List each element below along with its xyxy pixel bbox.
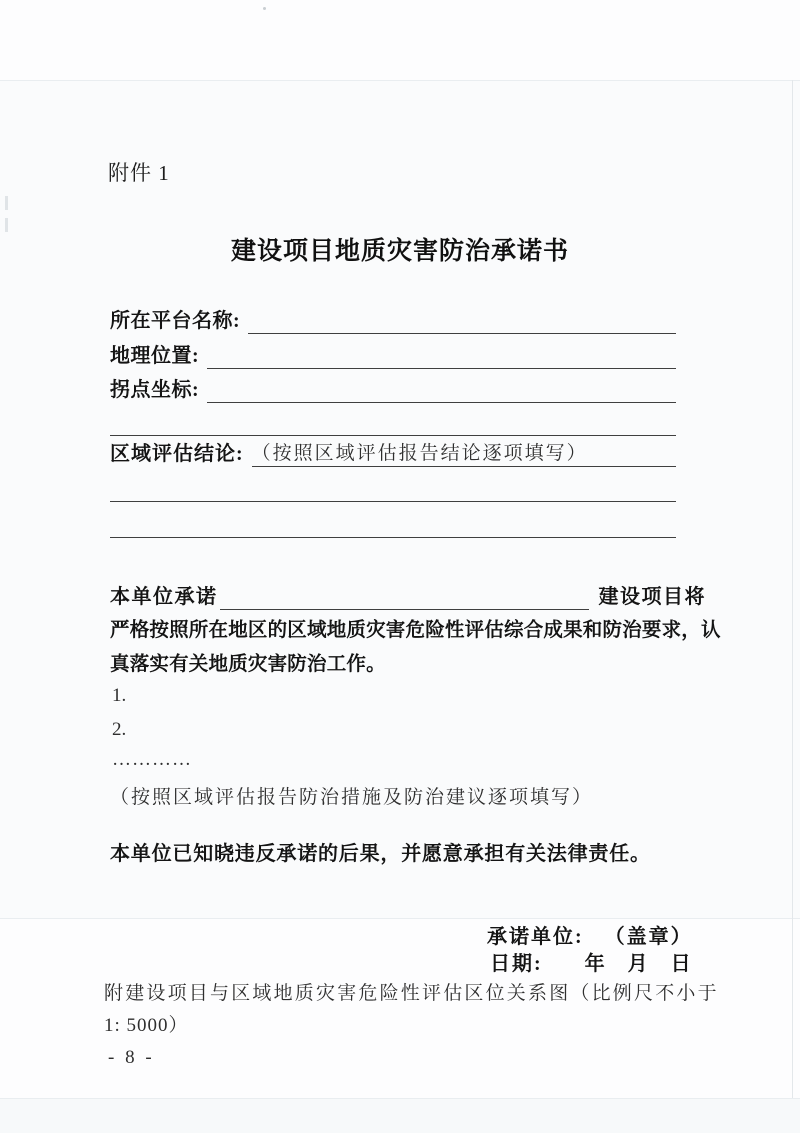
scan-edge-mark-2	[5, 218, 8, 232]
platform-name-blank-line	[248, 309, 676, 334]
list-item-1: 1.	[112, 685, 127, 706]
attachment-note-line1: 附建设项目与区域地质灾害危险性评估区位关系图（比例尺不小于	[104, 983, 719, 1004]
conclusion-blank-line-2	[110, 537, 676, 538]
measures-hint: （按照区域评估报告防治措施及防治建议逐项填写）	[110, 787, 594, 808]
scan-speck	[263, 7, 266, 10]
corner-coordinates-blank-line	[207, 378, 676, 403]
geographic-location-blank-line	[207, 344, 676, 369]
commitment-prefix: 本单位承诺	[110, 586, 218, 608]
attachment-note-line2: 1: 5000）	[104, 1015, 189, 1036]
scan-line-top	[0, 80, 800, 81]
regional-assessment-conclusion-label: 区域评估结论:	[110, 443, 244, 465]
commitment-body-line3: 真落实有关地质灾害防治工作。	[110, 654, 386, 675]
coordinates-continuation-line	[110, 435, 676, 436]
field-row-platform-name	[110, 308, 676, 334]
commitment-suffix: 建设项目将	[598, 586, 706, 608]
platform-name-label: 所在平台名称:	[110, 310, 241, 332]
commitment-sentence-row	[110, 584, 706, 610]
list-item-2: 2.	[112, 719, 127, 740]
page-title: 建设项目地质灾害防治承诺书	[230, 238, 569, 265]
page-number: - 8 -	[108, 1047, 155, 1068]
scan-band-bottom	[0, 1098, 800, 1133]
field-row-corner-coordinates	[110, 377, 676, 403]
field-row-regional-assessment-conclusion	[110, 441, 676, 467]
scan-line-bottom	[0, 1098, 800, 1099]
signature-date-line: 日期: 年 月 日	[490, 953, 693, 975]
commitment-body-line2: 严格按照所在地区的区域地质灾害危险性评估综合成果和防治要求，认	[110, 620, 721, 641]
scan-line-middle	[0, 918, 800, 919]
signature-unit-line: 承诺单位: （盖章）	[487, 926, 693, 948]
conclusion-blank-line-1	[110, 501, 676, 502]
geographic-location-label: 地理位置:	[110, 345, 200, 367]
commitment-blank-line	[220, 585, 589, 610]
scan-edge-mark-1	[5, 196, 8, 210]
scan-edge-right	[792, 80, 793, 1098]
regional-assessment-conclusion-hint: （按照区域评估报告结论逐项填写）	[252, 442, 676, 467]
list-ellipsis: …………	[112, 749, 192, 770]
field-row-geographic-location	[110, 343, 676, 369]
attachment-label: 附件 1	[108, 161, 170, 185]
corner-coordinates-label: 拐点坐标:	[110, 379, 200, 401]
legal-acknowledgement: 本单位已知晓违反承诺的后果，并愿意承担有关法律责任。	[110, 843, 651, 865]
